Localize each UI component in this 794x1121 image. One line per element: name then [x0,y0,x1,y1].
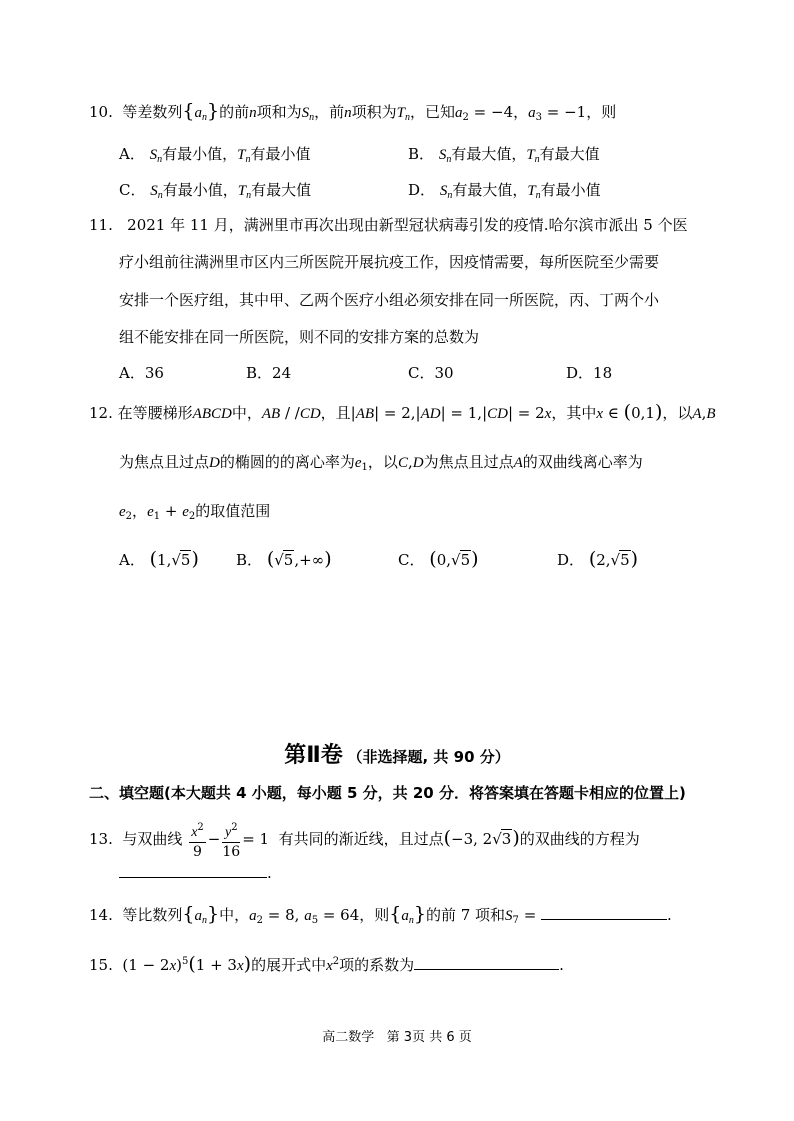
q12-option-d: D． (2,√5) [557,548,639,570]
part-2-title [0,738,794,769]
q10-option-b: B． $S_n$有最大值，$T_n$有最大值 [408,145,600,165]
question-number: 15. [89,956,113,974]
q14-answer-blank[interactable] [541,905,667,920]
question-number: 11. [89,216,113,234]
q12-line-1: 12. 在等腰梯形ABCD中，AB / /CD，且|AB| = 2,|AD| = 1,|CD| = 2x，其中x ∈ (0,1)，以A,B [89,401,716,423]
q11-line-2: 疗小组前往满洲里市区内三所医院开展抗疫工作，因疫情需要，每所医院至少需要 [119,253,660,271]
q11-line-3: 安排一个医疗组，其中甲、乙两个医疗小组必须安排在同一所医院，丙、丁两个小 [119,291,660,309]
q11-option-c: C．30 [408,364,454,382]
q10-option-d: D． $S_n$有最大值，$T_n$有最小值 [408,181,601,201]
section-2-heading: 二、填空题(本大题共 4 小题，每小题 5 分，共 20 分．将答案填在答题卡相应的位置上) [89,784,686,802]
part-subtitle: （非选择题, 共 90 分） [347,748,510,766]
question-number: 14. [89,906,113,924]
page-footer [0,1026,794,1045]
q15-stem: 15. $(1 - 2x)^5(1 + 3x)$的展开式中$x^2$项的系数为 . [89,953,564,975]
question-number: 10. [89,103,113,121]
question-number: 12. [89,404,113,422]
q13-answer-blank[interactable]: . [119,862,272,884]
q11-line-1: 11. 2021 年 11 月，满洲里市再次出现由新型冠状病毒引发的疫情.哈尔滨市派出 5 个医 [89,216,688,234]
q11-option-a: A．36 [119,364,164,382]
q10-option-a: A． $S_n$有最小值，$T_n$有最小值 [119,145,311,165]
q12-option-b: B． (√5,+∞) [236,548,332,570]
q10-stem: 10. 等差数列$\{a_n\}$的前n项和为$S_n$，前n项积为$T_n$，已知$a_2 = -4$，$a_3 = -1$，则 [89,100,617,123]
q11-option-b: B．24 [246,364,292,382]
question-number: 13. [89,830,113,848]
q12-line-3: $e_2$，$e_1 + e_2$的取值范围 [119,502,271,522]
q10-option-c: C． $S_n$有最小值，$T_n$有最大值 [119,181,312,201]
q12-option-c: C． (0,√5) [398,548,479,570]
q12-line-2: 为焦点且过点D的椭圆的的离心率为$e_1$，以C,D为焦点且过点A的双曲线离心率为 [119,453,643,473]
q12-option-a: A． (1,√5) [119,548,199,570]
q11-line-4: 组不能安排在同一所医院，则不同的安排方案的总数为 [119,328,480,346]
footer-course: 高二数学 [322,1030,375,1045]
q15-answer-blank[interactable] [414,955,559,970]
q13-stem: 13. 与双曲线 $\frac{x^2}{9}$ − $\frac{y^2}{16}$ = 1 有共同的渐近线，且过点(−3, 2√3)的双曲线的方程为 [89,818,640,861]
q14-stem: 14. 等比数列$\{a_n\}$中，$a_2 = 8$, $a_5 = 64$，则$\{a_n\}$的前 7 项和$S_7$ = . [89,903,672,926]
q11-option-d: D．18 [566,364,613,382]
footer-page-label: 第 3页 共 6 页 [386,1030,472,1045]
part-title: 第Ⅱ卷 [284,743,343,768]
